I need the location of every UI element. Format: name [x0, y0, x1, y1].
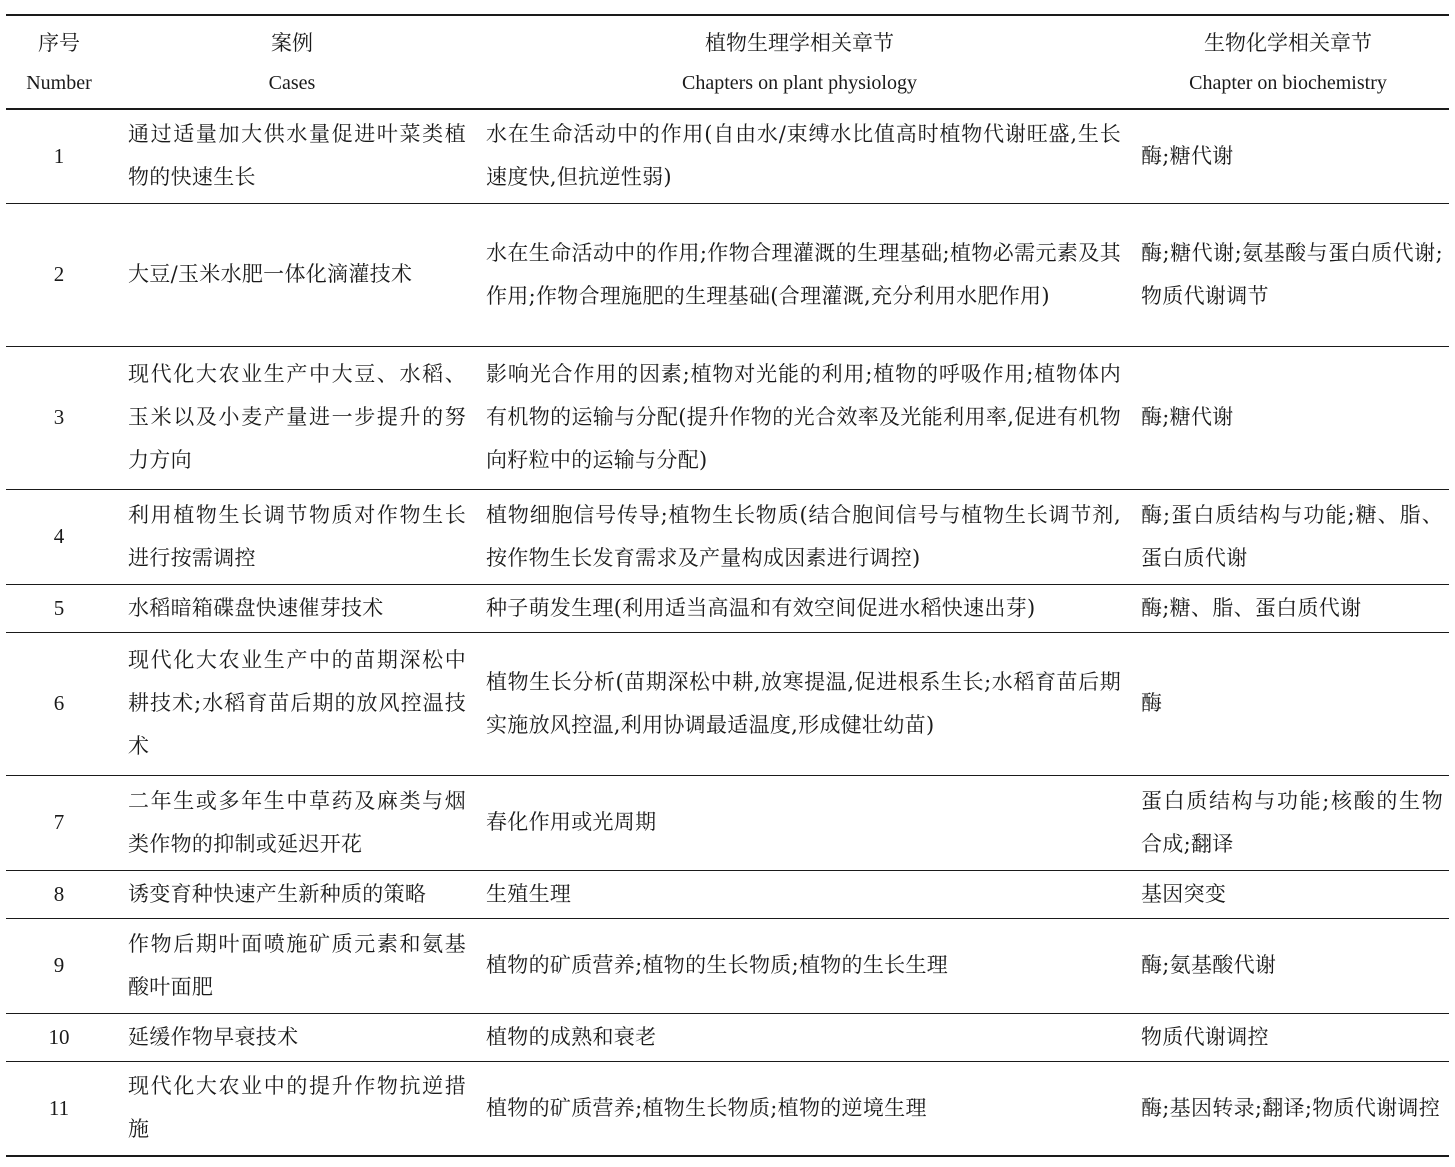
row-number: 11	[6, 1061, 112, 1156]
row-number: 2	[6, 203, 112, 346]
row-number: 5	[6, 584, 112, 632]
row-physiology	[472, 870, 1127, 918]
row-case-text: 延缓作物早衰技术	[128, 1024, 299, 1049]
row-case	[112, 346, 472, 489]
row-case	[112, 775, 472, 870]
table-row	[6, 1061, 1449, 1156]
row-biochemistry	[1127, 584, 1449, 632]
row-case	[112, 918, 472, 1013]
table-row	[6, 918, 1449, 1013]
row-physiology-text: 植物的成熟和衰老	[486, 1024, 657, 1049]
row-biochemistry-text: 酶;基因转录;翻译;物质代谢调控	[1141, 1095, 1441, 1120]
header-cases	[112, 15, 472, 109]
row-case-text: 利用植物生长调节物质对作物生长进行按需调控	[128, 502, 466, 570]
row-physiology	[472, 489, 1127, 584]
row-physiology	[472, 109, 1127, 203]
row-case-text: 现代化大农业生产中大豆、水稻、玉米以及小麦产量进一步提升的努力方向	[128, 362, 466, 472]
row-number: 1	[6, 109, 112, 203]
row-case-text: 水稻暗箱碟盘快速催芽技术	[128, 595, 384, 620]
row-physiology-text: 植物生长分析(苗期深松中耕,放寒提温,促进根系生长;水稻育苗后期实施放风控温,利用协调最适温度,形成健壮幼苗)	[486, 669, 1121, 737]
row-case-text: 现代化大农业中的提升作物抗逆措施	[128, 1074, 466, 1142]
header-physiology	[472, 15, 1127, 109]
row-physiology-text: 水在生命活动中的作用;作物合理灌溉的生理基础;植物必需元素及其作用;作物合理施肥的生理基础(合理灌溉,充分利用水肥作用)	[486, 240, 1121, 308]
row-biochemistry-text: 酶;糖代谢;氨基酸与蛋白质代谢;物质代谢调节	[1141, 240, 1443, 308]
row-physiology	[472, 775, 1127, 870]
row-physiology-text: 影响光合作用的因素;植物对光能的利用;植物的呼吸作用;植物体内有机物的运输与分配(提升作物的光合效率及光能利用率,促进有机物向籽粒中的运输与分配)	[486, 362, 1121, 472]
row-number: 3	[6, 346, 112, 489]
header-cases-en: Cases	[268, 72, 316, 94]
row-biochemistry-text: 酶;糖、脂、蛋白质代谢	[1141, 595, 1362, 620]
header-physiology-cn: 植物生理学相关章节	[705, 31, 894, 55]
row-case	[112, 1061, 472, 1156]
table-body	[6, 109, 1449, 1156]
row-number: 9	[6, 918, 112, 1013]
row-biochemistry-text: 酶;氨基酸代谢	[1141, 953, 1277, 977]
row-case	[112, 109, 472, 203]
header-biochemistry-en: Chapter on biochemistry	[1189, 72, 1387, 94]
row-case	[112, 203, 472, 346]
row-physiology	[472, 1013, 1127, 1061]
header-row	[6, 15, 1449, 109]
row-number: 4	[6, 489, 112, 584]
case-chapter-table-container	[6, 14, 1449, 1157]
row-physiology-text: 春化作用或光周期	[486, 810, 657, 834]
row-case	[112, 632, 472, 775]
row-number: 6	[6, 632, 112, 775]
header-cases-cn: 案例	[271, 31, 313, 55]
row-physiology	[472, 632, 1127, 775]
row-biochemistry	[1127, 1013, 1449, 1061]
row-biochemistry	[1127, 870, 1449, 918]
row-biochemistry-text: 酶;糖代谢	[1141, 143, 1234, 168]
row-case-text: 通过适量加大供水量促进叶菜类植物的快速生长	[128, 122, 466, 190]
row-biochemistry-text: 酶;蛋白质结构与功能;糖、脂、蛋白质代谢	[1141, 502, 1443, 570]
row-case	[112, 1013, 472, 1061]
table-row	[6, 775, 1449, 870]
header-number-cn: 序号	[38, 31, 80, 55]
row-case-text: 大豆/玉米水肥一体化滴灌技术	[128, 262, 413, 286]
row-biochemistry-text: 物质代谢调控	[1141, 1024, 1269, 1049]
header-number	[6, 15, 112, 109]
row-case-text: 二年生或多年生中草药及麻类与烟类作物的抑制或延迟开花	[128, 788, 466, 856]
row-physiology	[472, 584, 1127, 632]
row-number: 10	[6, 1013, 112, 1061]
row-number: 8	[6, 870, 112, 918]
row-biochemistry	[1127, 775, 1449, 870]
table-row	[6, 346, 1449, 489]
row-case	[112, 870, 472, 918]
table-row	[6, 870, 1449, 918]
table-row	[6, 489, 1449, 584]
header-number-en: Number	[26, 72, 92, 94]
row-biochemistry	[1127, 109, 1449, 203]
row-physiology-text: 植物的矿质营养;植物生长物质;植物的逆境生理	[486, 1095, 927, 1120]
row-physiology	[472, 203, 1127, 346]
row-case-text: 现代化大农业生产中的苗期深松中耕技术;水稻育苗后期的放风控温技术	[128, 648, 466, 758]
row-case	[112, 584, 472, 632]
row-physiology-text: 植物的矿质营养;植物的生长物质;植物的生长生理	[486, 953, 949, 977]
row-case	[112, 489, 472, 584]
row-physiology	[472, 346, 1127, 489]
case-chapter-table	[6, 14, 1449, 1157]
header-biochemistry-cn: 生物化学相关章节	[1204, 31, 1372, 55]
table-row	[6, 584, 1449, 632]
row-biochemistry	[1127, 1061, 1449, 1156]
table-row	[6, 1013, 1449, 1061]
row-physiology-text: 种子萌发生理(利用适当高温和有效空间促进水稻快速出芽)	[486, 595, 1036, 620]
table-header	[6, 15, 1449, 109]
header-biochemistry	[1127, 15, 1449, 109]
row-case-text: 作物后期叶面喷施矿质元素和氨基酸叶面肥	[128, 931, 466, 999]
row-physiology	[472, 918, 1127, 1013]
row-biochemistry-text: 酶	[1141, 691, 1163, 715]
row-biochemistry-text: 蛋白质结构与功能;核酸的生物合成;翻译	[1141, 788, 1443, 856]
header-physiology-en: Chapters on plant physiology	[682, 72, 917, 94]
row-physiology	[472, 1061, 1127, 1156]
row-number: 7	[6, 775, 112, 870]
row-physiology-text: 生殖生理	[486, 881, 572, 906]
row-biochemistry	[1127, 346, 1449, 489]
row-physiology-text: 水在生命活动中的作用(自由水/束缚水比值高时植物代谢旺盛,生长速度快,但抗逆性弱)	[486, 122, 1121, 190]
table-row	[6, 632, 1449, 775]
table-row	[6, 203, 1449, 346]
row-biochemistry-text: 酶;糖代谢	[1141, 405, 1234, 429]
row-case-text: 诱变育种快速产生新种质的策略	[128, 881, 427, 906]
row-biochemistry	[1127, 632, 1449, 775]
row-biochemistry	[1127, 489, 1449, 584]
row-biochemistry-text: 基因突变	[1141, 881, 1227, 906]
row-physiology-text: 植物细胞信号传导;植物生长物质(结合胞间信号与植物生长调节剂,按作物生长发育需求及产量构成因素进行调控)	[486, 502, 1121, 570]
row-biochemistry	[1127, 918, 1449, 1013]
row-biochemistry	[1127, 203, 1449, 346]
table-row	[6, 109, 1449, 203]
